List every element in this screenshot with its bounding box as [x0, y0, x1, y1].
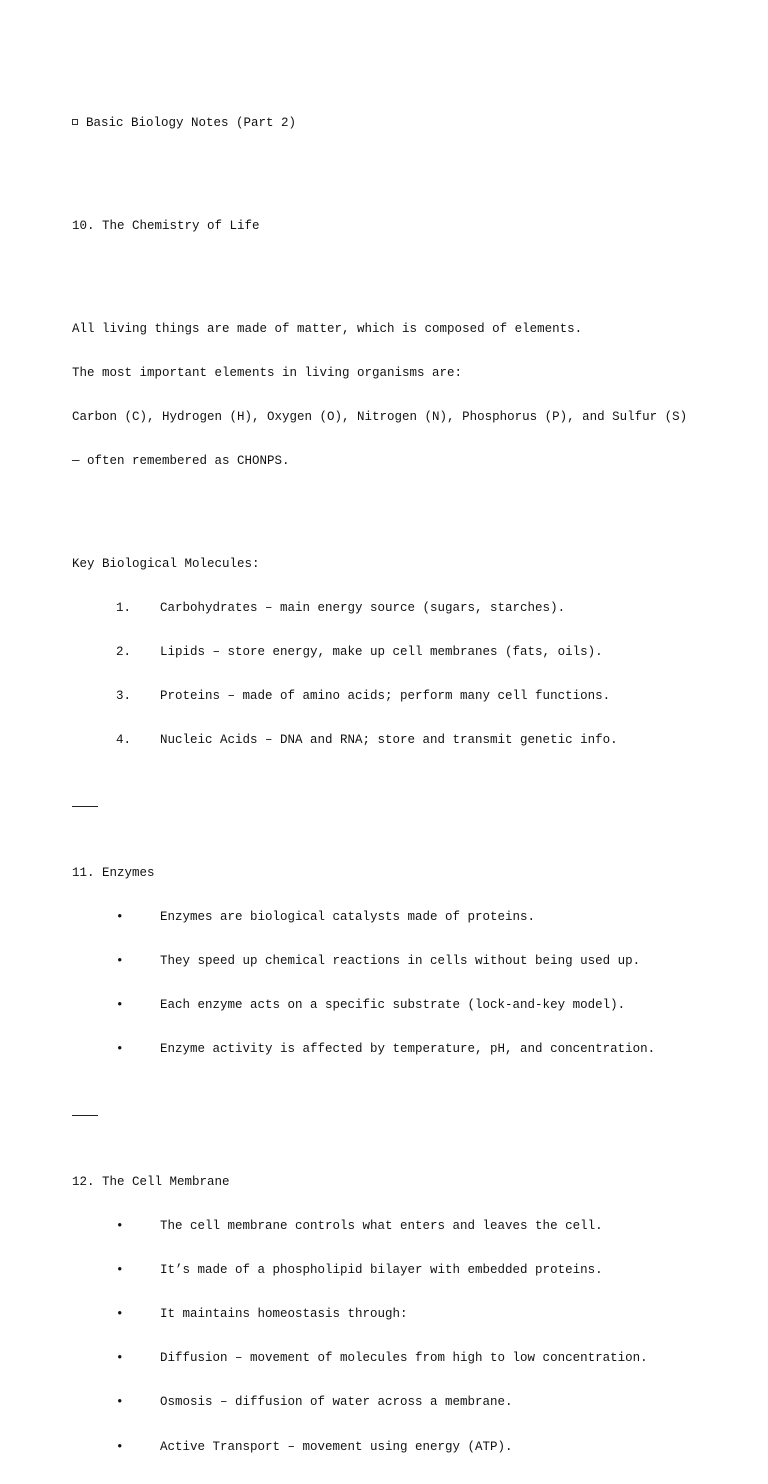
- bullet-icon: •: [116, 998, 124, 1013]
- bullet-icon: •: [116, 1042, 124, 1057]
- list-item-text: Diffusion – movement of molecules from high to low concentration.: [160, 1351, 648, 1366]
- list-item-text: It maintains homeostasis through:: [160, 1307, 408, 1322]
- bullet-icon: •: [116, 1307, 124, 1322]
- list-item-text: Carbohydrates – main energy source (sugars, starches).: [160, 601, 566, 616]
- list-item: [72, 1395, 712, 1410]
- list-item-text: Lipids – store energy, make up cell membranes (fats, oils).: [160, 645, 603, 660]
- section-11-heading: 11. Enzymes: [72, 866, 155, 881]
- bullet-icon: •: [116, 954, 124, 969]
- list-item-text: Nucleic Acids – DNA and RNA; store and transmit genetic info.: [160, 733, 618, 748]
- list-number: 3.: [116, 689, 132, 704]
- document-page: [72, 72, 712, 1484]
- paragraph-line: Carbon (C), Hydrogen (H), Oxygen (O), Nitrogen (N), Phosphorus (P), and Sulfur (S): [72, 410, 688, 425]
- list-item: [72, 645, 712, 660]
- document-title: Basic Biology Notes (Part 2): [86, 116, 297, 131]
- section-12-heading: 12. The Cell Membrane: [72, 1175, 230, 1189]
- list-item: [72, 1351, 712, 1366]
- paragraph-line: All living things are made of matter, which is composed of elements.: [72, 321, 583, 336]
- bullet-icon: •: [116, 1263, 124, 1278]
- list-item: [72, 910, 712, 925]
- paragraph-line: The most important elements in living organisms are:: [72, 365, 463, 380]
- list-item: [72, 954, 712, 969]
- list-item-text: Enzymes are biological catalysts made of proteins.: [160, 910, 536, 925]
- list-item: [72, 601, 712, 616]
- section-10-heading: 10. The Chemistry of Life: [72, 219, 260, 233]
- list-number: 1.: [116, 601, 132, 616]
- bullet-icon: •: [116, 1395, 124, 1410]
- bullet-icon: •: [116, 1439, 124, 1454]
- list-item: [72, 1263, 712, 1278]
- list-item-text: The cell membrane controls what enters and leaves the cell.: [160, 1219, 603, 1234]
- list-item: [72, 1440, 712, 1455]
- document-title-line: [72, 116, 712, 131]
- list-item-text: They speed up chemical reactions in cells without being used up.: [160, 954, 641, 969]
- list-item-text: Each enzyme acts on a specific substrate (lock-and-key model).: [160, 998, 626, 1013]
- list-item-text: Proteins – made of amino acids; perform many cell functions.: [160, 689, 611, 704]
- bullet-icon: •: [116, 1351, 124, 1366]
- square-bullet-icon: [72, 119, 78, 125]
- section-divider: [72, 1115, 98, 1116]
- list-number: 4.: [116, 733, 132, 748]
- list-item: [72, 1219, 712, 1234]
- list-item-text: Enzyme activity is affected by temperature, pH, and concentration.: [160, 1042, 656, 1057]
- list-item-text: Active Transport – movement using energy (ATP).: [160, 1439, 513, 1454]
- bullet-icon: •: [116, 1219, 124, 1234]
- paragraph-line: — often remembered as CHONPS.: [72, 454, 290, 469]
- list-item: [72, 998, 712, 1013]
- list-number: 2.: [116, 645, 132, 660]
- bullet-icon: •: [116, 910, 124, 925]
- list-item: [72, 733, 712, 748]
- list-item-text: It’s made of a phospholipid bilayer with embedded proteins.: [160, 1263, 603, 1278]
- list-item: [72, 689, 712, 704]
- list-item-text: Osmosis – diffusion of water across a membrane.: [160, 1395, 513, 1410]
- section-divider: [72, 806, 98, 807]
- list-item: [72, 1307, 712, 1322]
- list-item: [72, 1042, 712, 1057]
- molecules-list-heading: Key Biological Molecules:: [72, 557, 260, 572]
